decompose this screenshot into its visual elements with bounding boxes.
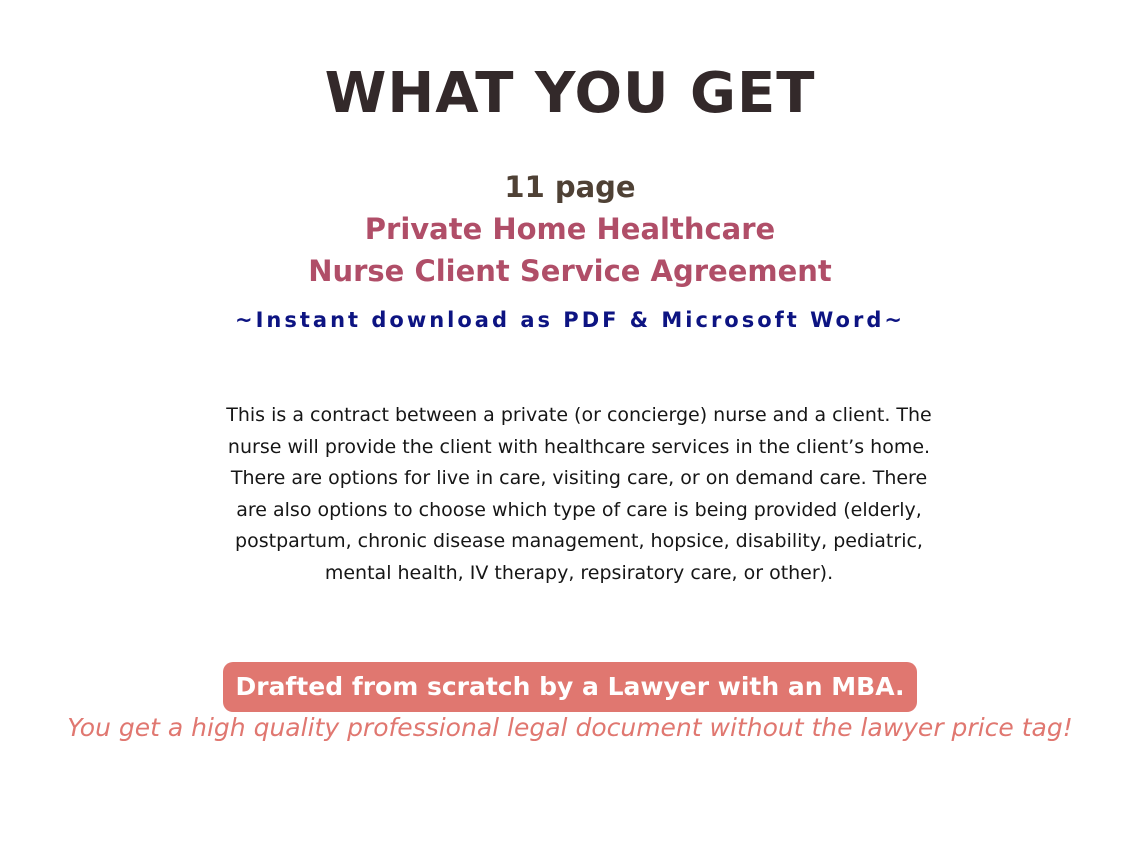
description-paragraph <box>150 400 1008 589</box>
page-count: 11 page <box>504 170 636 204</box>
product-title-block <box>0 166 1140 292</box>
description-line: There are options for live in care, visiting care, or on demand care. There <box>230 467 928 489</box>
description-line: are also options to choose which type of care is being provided (elderly, <box>236 498 922 521</box>
description-line: mental health, IV therapy, repsiratory care, or other). <box>324 561 834 584</box>
download-format-note: ~Instant download as PDF & Microsoft Word~ <box>235 308 905 332</box>
price-tagline: You get a high quality professional legal document without the lawyer price tag! <box>67 713 1073 742</box>
document-title-line-1: Private Home Healthcare <box>364 212 776 246</box>
description-line: nurse will provide the client with healthcare services in the client’s home. <box>227 435 931 458</box>
lawyer-badge: Drafted from scratch by a Lawyer with an MBA. <box>223 662 916 712</box>
description-line: This is a contract between a private (or concierge) nurse and a client. The <box>226 404 932 426</box>
document-title-line-2: Nurse Client Service Agreement <box>308 254 832 288</box>
lawyer-badge-container <box>0 662 1140 712</box>
page-heading: WHAT YOU GET <box>324 61 816 126</box>
description-line: postpartum, chronic disease management, hopsice, disability, pediatric, <box>235 530 923 552</box>
